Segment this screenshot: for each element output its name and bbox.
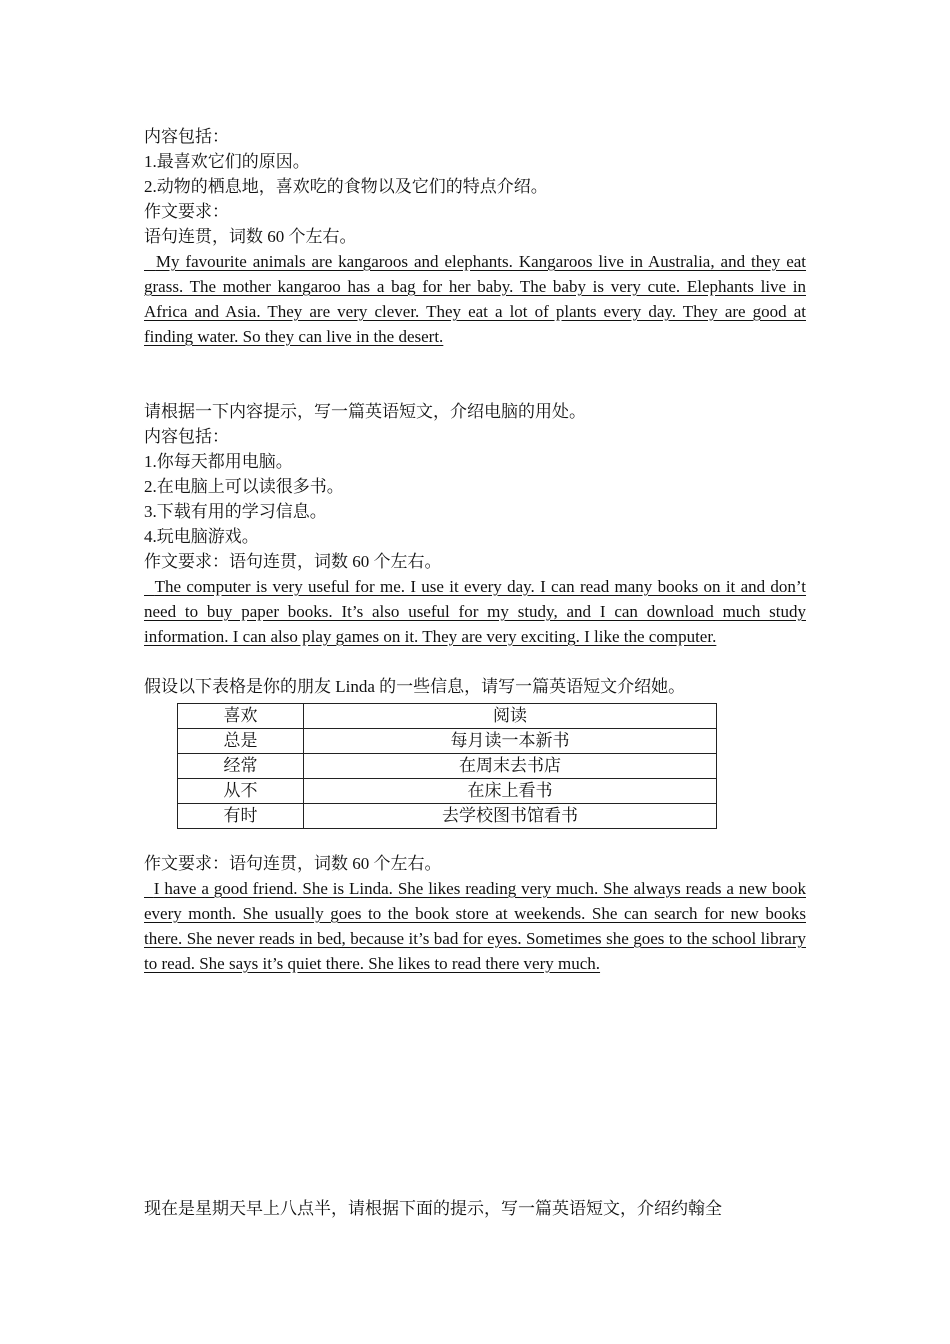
content-heading: 内容包括： xyxy=(144,127,229,146)
table-cell: 每月读一本新书 xyxy=(304,729,717,754)
sample-answer-linda xyxy=(144,876,806,976)
answer-text: I have a good friend. She is Linda. She likes reading very much. She always reads a new book every month. She usually goes to the book store at weekends. She can search for new books there. She never reads in bed, because it’s bad for eyes. Sometimes she goes to the school library to read. She says it’s quiet there. She likes to read there very much. xyxy=(144,879,806,973)
table-row xyxy=(178,779,717,804)
content-point-2: 2.在电脑上可以读很多书。 xyxy=(144,477,344,496)
table-cell: 总是 xyxy=(178,729,304,754)
prompt-line: 假设以下表格是你的朋友 Linda 的一些信息，请写一篇英语短文介绍她。 xyxy=(144,677,686,696)
prompt-line: 请根据一下内容提示，写一篇英语短文，介绍电脑的用处。 xyxy=(144,402,586,421)
sample-answer-computer xyxy=(144,574,806,649)
table-cell: 阅读 xyxy=(304,704,717,729)
table-cell: 经常 xyxy=(178,754,304,779)
requirement-heading: 作文要求： xyxy=(144,202,229,221)
table-row xyxy=(178,704,717,729)
table-cell: 从不 xyxy=(178,779,304,804)
content-point-1: 1.你每天都用电脑。 xyxy=(144,452,293,471)
requirement-text: 作文要求：语句连贯，词数 60 个左右。 xyxy=(144,552,442,571)
prompt-line: 现在是星期天早上八点半，请根据下面的提示，写一篇英语短文，介绍约翰全 xyxy=(144,1199,722,1218)
table-row xyxy=(178,754,717,779)
table-cell: 在床上看书 xyxy=(304,779,717,804)
table-cell: 去学校图书馆看书 xyxy=(304,804,717,829)
content-point-1: 1.最喜欢它们的原因。 xyxy=(144,152,310,171)
section-computer-use xyxy=(144,399,806,649)
answer-text: My favourite animals are kangaroos and elephants. Kangaroos live in Australia, and they eat grass. The mother kangaroo has a bag for her baby. The baby is very cute. Elephants live in Africa and Asia. They are very clever. They eat a lot of plants every day. They are good at finding water. So they can live in the desert. xyxy=(144,252,807,346)
content-point-2: 2.动物的栖息地，喜欢吃的食物以及它们的特点介绍。 xyxy=(144,177,548,196)
table-row xyxy=(178,729,717,754)
requirement-text: 作文要求：语句连贯，词数 60 个左右。 xyxy=(144,854,442,873)
section-sunday-morning xyxy=(144,1196,806,1221)
section-linda xyxy=(144,674,806,976)
table-cell: 有时 xyxy=(178,804,304,829)
content-point-4: 4.玩电脑游戏。 xyxy=(144,527,259,546)
spacer xyxy=(144,649,806,674)
linda-info-table xyxy=(177,703,717,829)
table-row xyxy=(178,804,717,829)
answer-text: The computer is very useful for me. I use it every day. I can read many books on it and don’t need to buy paper books. It’s also useful for my study, and I can download much study information. I can also play games on it. They are very exciting. I like the computer. xyxy=(144,577,807,646)
sample-answer-animals xyxy=(144,249,806,349)
content-heading: 内容包括： xyxy=(144,427,229,446)
table-cell: 在周末去书店 xyxy=(304,754,717,779)
requirement-text: 语句连贯，词数 60 个左右。 xyxy=(144,227,357,246)
document-content xyxy=(144,124,806,976)
table-cell: 喜欢 xyxy=(178,704,304,729)
section-favourite-animals xyxy=(144,124,806,349)
content-point-3: 3.下载有用的学习信息。 xyxy=(144,502,327,521)
spacer xyxy=(144,349,806,399)
